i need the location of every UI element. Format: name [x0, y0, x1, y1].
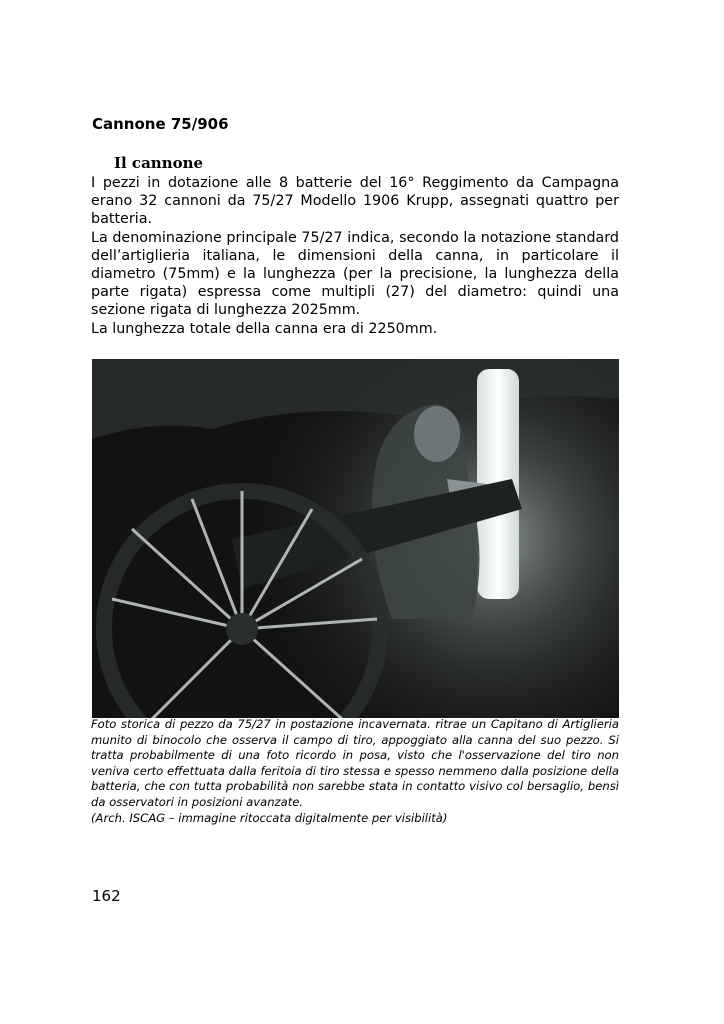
photo-caption: [91, 717, 619, 826]
page-number: 162: [92, 887, 121, 905]
historical-photo: [92, 359, 619, 718]
section-title: Il cannone: [114, 154, 204, 172]
caption-text: Foto storica di pezzo da 75/27 in postazione incavernata. ritrae un Capitano di Artiglieria munito di binocolo che osserva il campo di tiro, appoggiato alla canna del suo pezzo. Si tratta probabilmente di una foto ricordo in posa, visto che l'osservazione del tiro non veniva certo effettuata dalla feritoia di tiro stessa e spesso nemmeno dalla posizione della batteria, che con tutta probabilità non sarebbe stata in contatto visivo col bersaglio, bensì da osservatori in posizioni avanzate.: [91, 717, 619, 809]
caption-credit: (Arch. ISCAG – immagine ritoccata digitalmente per visibilità): [91, 810, 448, 825]
page-title: Cannone 75/906: [92, 115, 229, 133]
paragraph: La denominazione principale 75/27 indica, secondo la notazione standard dell’artiglieria italiana, le dimensioni della canna, in particolare il diametro (75mm) e la lunghezza (per la precisione, la lunghezza della parte rigata) espressa come multipli (27) del diametro: quindi una sezione rigata di lunghezza 2025mm.: [91, 229, 619, 319]
paragraph: I pezzi in dotazione alle 8 batterie del 16° Reggimento da Campagna erano 32 cannoni da 75/27 Modello 1906 Krupp, assegnati quattro per batteria.: [91, 175, 619, 228]
body-text: [91, 174, 619, 338]
paragraph: La lunghezza totale della canna era di 2250mm.: [91, 320, 438, 337]
